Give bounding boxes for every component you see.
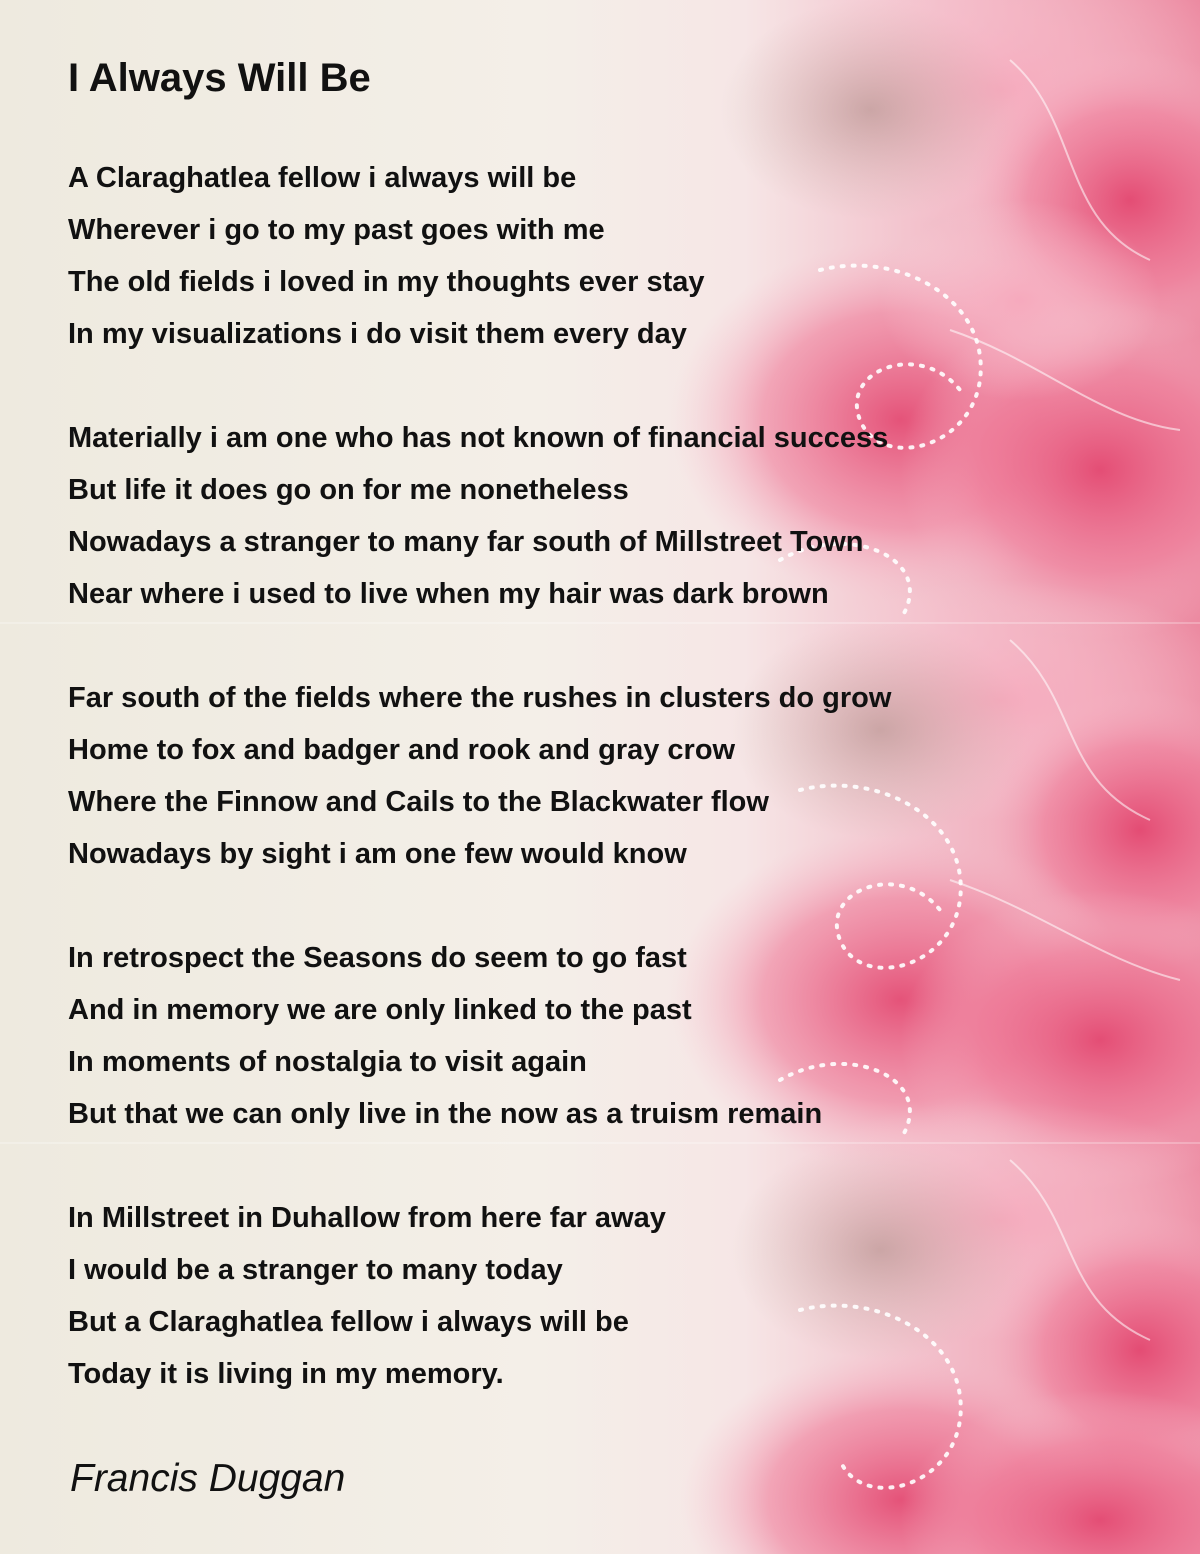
poem-line: The old fields i loved in my thoughts ever stay <box>68 266 705 298</box>
poem-line: But a Claraghatlea fellow i always will be <box>68 1306 629 1338</box>
poem-line: Nowadays a stranger to many far south of Millstreet Town <box>68 526 864 558</box>
poem-line: In retrospect the Seasons do seem to go fast <box>68 942 687 974</box>
poem-line: Materially i am one who has not known of financial success <box>68 422 889 454</box>
poem-line: Where the Finnow and Cails to the Blackwater flow <box>68 786 769 818</box>
stanza <box>68 152 1068 360</box>
poem-line: Far south of the fields where the rushes in clusters do grow <box>68 682 892 714</box>
poem-line: Near where i used to live when my hair was dark brown <box>68 578 829 610</box>
stanza <box>68 672 1068 880</box>
poem-title: I Always Will Be <box>68 56 371 100</box>
poem-line: Nowadays by sight i am one few would know <box>68 838 687 870</box>
poem-line: A Claraghatlea fellow i always will be <box>68 162 577 194</box>
poem-line: But life it does go on for me nonetheless <box>68 474 629 506</box>
poem-line: Today it is living in my memory. <box>68 1358 504 1390</box>
stanza <box>68 412 1068 620</box>
stanza <box>68 1192 1068 1400</box>
poem-author: Francis Duggan <box>70 1457 346 1500</box>
poem-body <box>68 152 1068 1452</box>
poem-line: Home to fox and badger and rook and gray crow <box>68 734 736 766</box>
poem-line: In moments of nostalgia to visit again <box>68 1046 587 1078</box>
poem-line: And in memory we are only linked to the past <box>68 994 692 1026</box>
stanza <box>68 932 1068 1140</box>
poem-line: I would be a stranger to many today <box>68 1254 563 1286</box>
poem-line: Wherever i go to my past goes with me <box>68 214 605 246</box>
poem-line: But that we can only live in the now as a truism remain <box>68 1098 823 1130</box>
poem-line: In my visualizations i do visit them every day <box>68 318 687 350</box>
poem-line: In Millstreet in Duhallow from here far away <box>68 1202 666 1234</box>
